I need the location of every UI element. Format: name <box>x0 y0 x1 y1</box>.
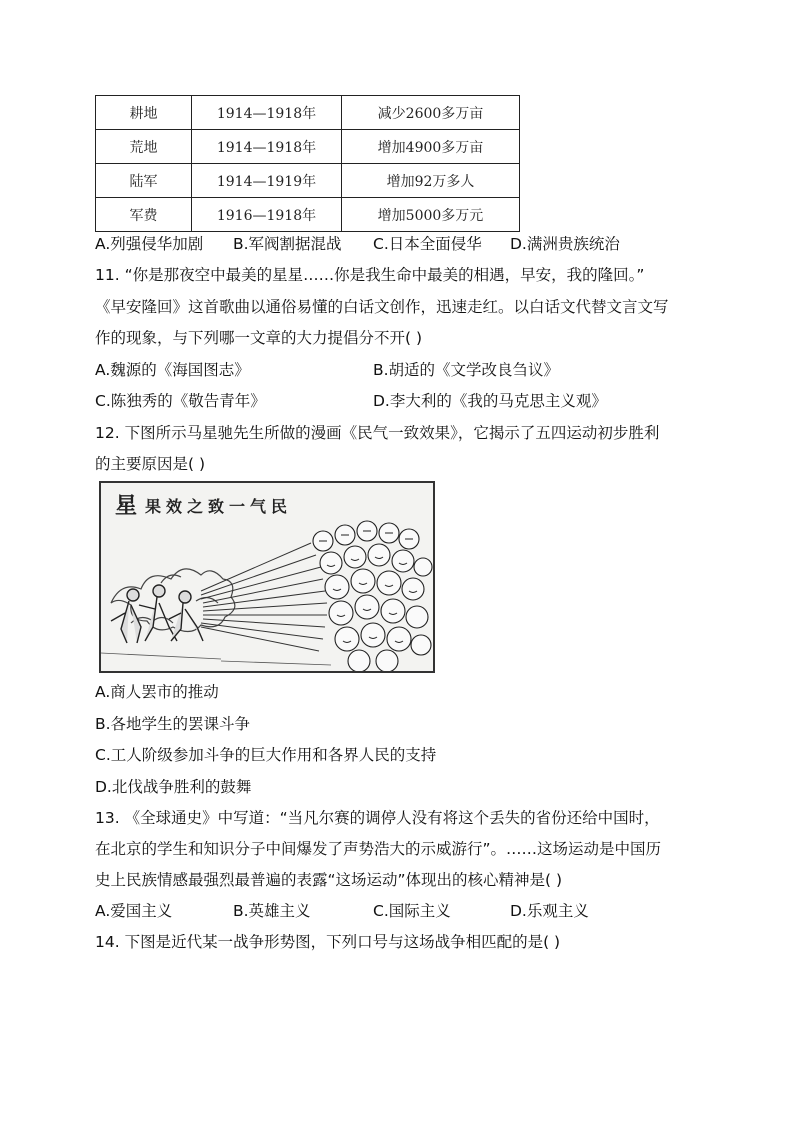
q11-stem-line-1: 11. “你是那夜空中最美的星星……你是我生命中最美的相遇，早安，我的隆回。” <box>95 266 645 284</box>
table-cell: 1914—1918年 <box>192 130 342 164</box>
cartoon-caption: 果效之致一气民 <box>145 497 293 516</box>
q11-option-d: D.李大利的《我的马克思主义观》 <box>373 392 607 410</box>
q12-option-c: C.工人阶级参加斗争的巨大作用和各界人民的支持 <box>95 746 437 764</box>
q13-stem-line-2: 在北京的学生和知识分子中间爆发了声势浩大的示威游行”。……这场运动是中国历 <box>95 840 662 858</box>
table-cell: 荒地 <box>96 130 192 164</box>
table-row <box>96 130 520 164</box>
table-cell: 耕地 <box>96 96 192 130</box>
table-cell: 1914—1918年 <box>192 96 342 130</box>
cartoon-drawing <box>101 483 433 671</box>
q13-option-a: A.爱国主义 <box>95 902 173 920</box>
q10-option-d: D.满洲贵族统治 <box>510 235 620 253</box>
q10-option-c: C.日本全面侵华 <box>373 235 482 253</box>
q12-option-d: D.北伐战争胜利的鼓舞 <box>95 778 252 796</box>
q10-option-b: B.军阀割据混战 <box>233 235 342 253</box>
table-cell: 增加92万多人 <box>342 164 520 198</box>
table-cell: 陆军 <box>96 164 192 198</box>
q11-option-c: C.陈独秀的《敬告青年》 <box>95 392 266 410</box>
table-cell: 增加5000多万元 <box>342 198 520 232</box>
cartoon-image <box>99 481 435 673</box>
q14-stem-line-1: 14. 下图是近代某一战争形势图，下列口号与这场战争相匹配的是( ) <box>95 933 561 951</box>
table-cell: 减少2600多万亩 <box>342 96 520 130</box>
table-cell: 增加4900多万亩 <box>342 130 520 164</box>
q12-stem-line-2: 的主要原因是( ) <box>95 455 206 473</box>
table-row <box>96 164 520 198</box>
statistics-table <box>95 95 520 232</box>
table-cell: 1914—1919年 <box>192 164 342 198</box>
q12-option-b: B.各地学生的罢课斗争 <box>95 715 251 733</box>
q11-stem-line-3: 作的现象，与下列哪一文章的大力提倡分不开( ) <box>95 329 423 347</box>
q11-option-b: B.胡适的《文学改良刍议》 <box>373 361 560 379</box>
q13-option-d: D.乐观主义 <box>510 902 589 920</box>
table-cell: 军费 <box>96 198 192 232</box>
q11-stem-line-2: 《早安隆回》这首歌曲以通俗易懂的白话文创作，迅速走红。以白话文代替文言文写 <box>95 298 669 316</box>
table-row <box>96 96 520 130</box>
q13-stem-line-1: 13. 《全球通史》中写道：“当凡尔赛的调停人没有将这个丢失的省份还给中国时， <box>95 809 660 827</box>
table-cell: 1916—1918年 <box>192 198 342 232</box>
q12-option-a: A.商人罢市的推动 <box>95 683 219 701</box>
q12-stem-line-1: 12. 下图所示马星驰先生所做的漫画《民气一致效果》，它揭示了五四运动初步胜利 <box>95 424 660 442</box>
q13-stem-line-3: 史上民族情感最强烈最普遍的表露“这场运动”体现出的核心精神是( ) <box>95 871 563 889</box>
q10-option-a: A.列强侵华加剧 <box>95 235 204 253</box>
cartoon-seal: 星 <box>115 493 138 519</box>
q13-option-b: B.英雄主义 <box>233 902 311 920</box>
q13-option-c: C.国际主义 <box>373 902 451 920</box>
q11-option-a: A.魏源的《海国图志》 <box>95 361 250 379</box>
table-row <box>96 198 520 232</box>
